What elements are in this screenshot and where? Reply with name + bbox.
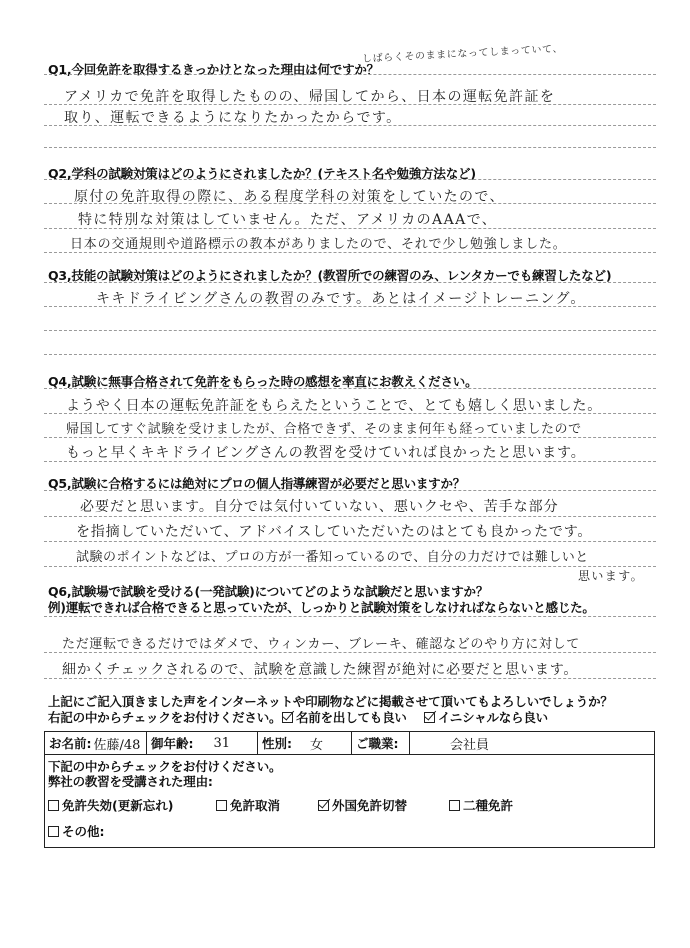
class2-checkbox[interactable] bbox=[449, 800, 460, 811]
gender-cell[interactable] bbox=[258, 732, 352, 754]
q1-answer-line-2: 取り、運転できるようになりたかったからです。 bbox=[64, 110, 402, 126]
answer-line bbox=[44, 330, 656, 331]
q4-answer-line-2: 帰国してすぐ試験を受けましたが、合格できず、そのまま何年も経っていましたので bbox=[66, 422, 582, 437]
other-checkbox[interactable] bbox=[48, 826, 59, 837]
q3-answer-line-1: キキドライビングさんの教習のみです。あとはイメージトレーニング。 bbox=[96, 291, 586, 307]
name-ok-checkbox[interactable] bbox=[282, 712, 293, 723]
q5-answer-line-4: 思います。 bbox=[578, 569, 645, 583]
consent-option-initial[interactable] bbox=[424, 708, 548, 726]
gender-value: 女 bbox=[310, 737, 324, 753]
answer-line bbox=[44, 74, 656, 75]
q6-question: Q6,試験場で試験を受ける(一発試験)についてどのような試験だと思いますか？ bbox=[48, 584, 489, 599]
name-value: 佐藤/48 bbox=[93, 737, 141, 753]
info-table bbox=[44, 731, 655, 755]
age-value: 31 bbox=[213, 735, 231, 751]
age-cell[interactable] bbox=[147, 732, 258, 754]
answer-line bbox=[44, 490, 656, 491]
reasons-title: 弊社の教習を受講された理由: bbox=[48, 774, 213, 789]
q2-answer-line-3: 日本の交通規則や道路標示の教本がありましたので、それで少し勉強しました。 bbox=[70, 237, 567, 252]
reason-label-expired: 免許失効(更新忘れ) bbox=[62, 798, 174, 813]
q1-question: Q1,今回免許を取得するきっかけとなった理由は何ですか？ bbox=[48, 62, 379, 77]
expired-checkbox[interactable] bbox=[48, 800, 59, 811]
job-label: ご職業: bbox=[356, 736, 399, 751]
reason-label-foreign: 外国免許切替 bbox=[332, 798, 408, 813]
q6-answer-line-1: ただ運転できるだけではダメで、ウィンカー、ブレーキ、確認などのやり方に対して bbox=[62, 637, 581, 652]
q2-question: Q2,学科の試験対策はどのようにされましたか？(テキスト名や勉強方法など) bbox=[48, 166, 476, 181]
name-label: お名前: bbox=[49, 736, 92, 751]
reason-option-revoked[interactable] bbox=[216, 796, 280, 814]
answer-line bbox=[44, 516, 656, 517]
q4-answer-line-1: ようやく日本の運転免許証をもらえたということで、とても嬉しく思いました。 bbox=[66, 398, 603, 414]
name-cell[interactable] bbox=[45, 732, 147, 754]
reason-option-expired[interactable] bbox=[48, 796, 173, 814]
answer-line bbox=[44, 541, 656, 542]
answer-line bbox=[44, 104, 656, 105]
reason-option-class2[interactable] bbox=[449, 796, 513, 814]
answer-line bbox=[44, 147, 656, 148]
foreign-license-checkbox[interactable] bbox=[318, 800, 329, 811]
q5-answer-line-2: を指摘していただいて、アドバイスしていただいたのはとても良かったです。 bbox=[76, 524, 593, 540]
reason-option-other[interactable] bbox=[48, 822, 105, 840]
answer-line bbox=[44, 566, 656, 567]
q6-answer-line-2: 細かくチェックされるので、試験を意識した練習が絶対に必要だと思います。 bbox=[62, 662, 579, 678]
answer-line bbox=[44, 228, 656, 229]
q4-question: Q4,試験に無事合格されて免許をもらった時の感想を率直にお教えください。 bbox=[48, 374, 478, 389]
answer-line bbox=[44, 388, 656, 389]
age-label: 御年齢: bbox=[151, 736, 194, 751]
answer-line bbox=[44, 652, 656, 653]
answer-line bbox=[44, 437, 656, 438]
answer-line bbox=[44, 306, 656, 307]
q2-answer-line-1: 原付の免許取得の際に、ある程度学科の対策をしていたので、 bbox=[74, 189, 505, 205]
revoked-checkbox[interactable] bbox=[216, 800, 227, 811]
reason-label-revoked: 免許取消 bbox=[230, 798, 281, 813]
initial-ok-checkbox[interactable] bbox=[424, 712, 435, 723]
q5-answer-line-1: 必要だと思います。自分では気付いていない、悪いクセや、苦手な部分 bbox=[80, 499, 559, 515]
job-value: 会社員 bbox=[450, 737, 490, 753]
answer-line bbox=[44, 125, 656, 126]
consent-question: 上記にご記入頂きました声をインターネットや印刷物などに掲載させて頂いてもよろしいでしょうか？ bbox=[48, 694, 613, 709]
answer-line bbox=[44, 461, 656, 462]
consent-option-name-label: 名前を出しても良い bbox=[296, 710, 407, 725]
q1-handwritten-note: しばらくそのままになってしまっていて、 bbox=[361, 43, 564, 65]
consent-instruction: 右記の中からチェックをお付けください。 bbox=[48, 710, 282, 725]
answer-line bbox=[44, 354, 656, 355]
q4-answer-line-3: もっと早くキキドライビングさんの教習を受けていれば良かったと思います。 bbox=[66, 445, 586, 461]
answer-line bbox=[44, 252, 656, 253]
reasons-instruction: 下記の中からチェックをお付けください。 bbox=[48, 759, 282, 774]
reason-option-foreign[interactable] bbox=[318, 796, 407, 814]
job-label-cell bbox=[352, 732, 410, 754]
q5-answer-line-3: 試験のポイントなどは、プロの方が一番知っているので、自分の力だけでは難しいと bbox=[76, 550, 589, 565]
consent-option-name[interactable] bbox=[282, 708, 407, 726]
q3-question: Q3,技能の試験対策はどのようにされましたか？(教習所での練習のみ、レンタカーでも練習したなど) bbox=[48, 268, 612, 283]
answer-line bbox=[44, 282, 656, 283]
consent-option-initial-label: イニシャルなら良い bbox=[438, 710, 548, 725]
answer-line bbox=[44, 678, 656, 679]
q6-example: 例)運転できれば合格できると思っていたが、しっかりと試験対策をしなければならないと感じた。 bbox=[48, 600, 595, 615]
job-value-cell[interactable] bbox=[410, 732, 654, 754]
answer-line bbox=[44, 179, 656, 180]
answer-line bbox=[44, 203, 656, 204]
answer-line bbox=[44, 413, 656, 414]
reason-label-class2: 二種免許 bbox=[463, 798, 514, 813]
q5-question: Q5,試験に合格するには絶対にプロの個人指導練習が必要だと思いますか？ bbox=[48, 476, 466, 491]
q1-answer-line-1: アメリカで免許を取得したものの、帰国してから、日本の運転免許証を bbox=[64, 89, 556, 105]
reason-label-other: その他: bbox=[62, 824, 105, 839]
answer-line bbox=[44, 616, 656, 617]
gender-label: 性別: bbox=[262, 736, 292, 751]
q2-answer-line-2: 特に特別な対策はしていません。ただ、アメリカのAAAで、 bbox=[78, 212, 498, 228]
